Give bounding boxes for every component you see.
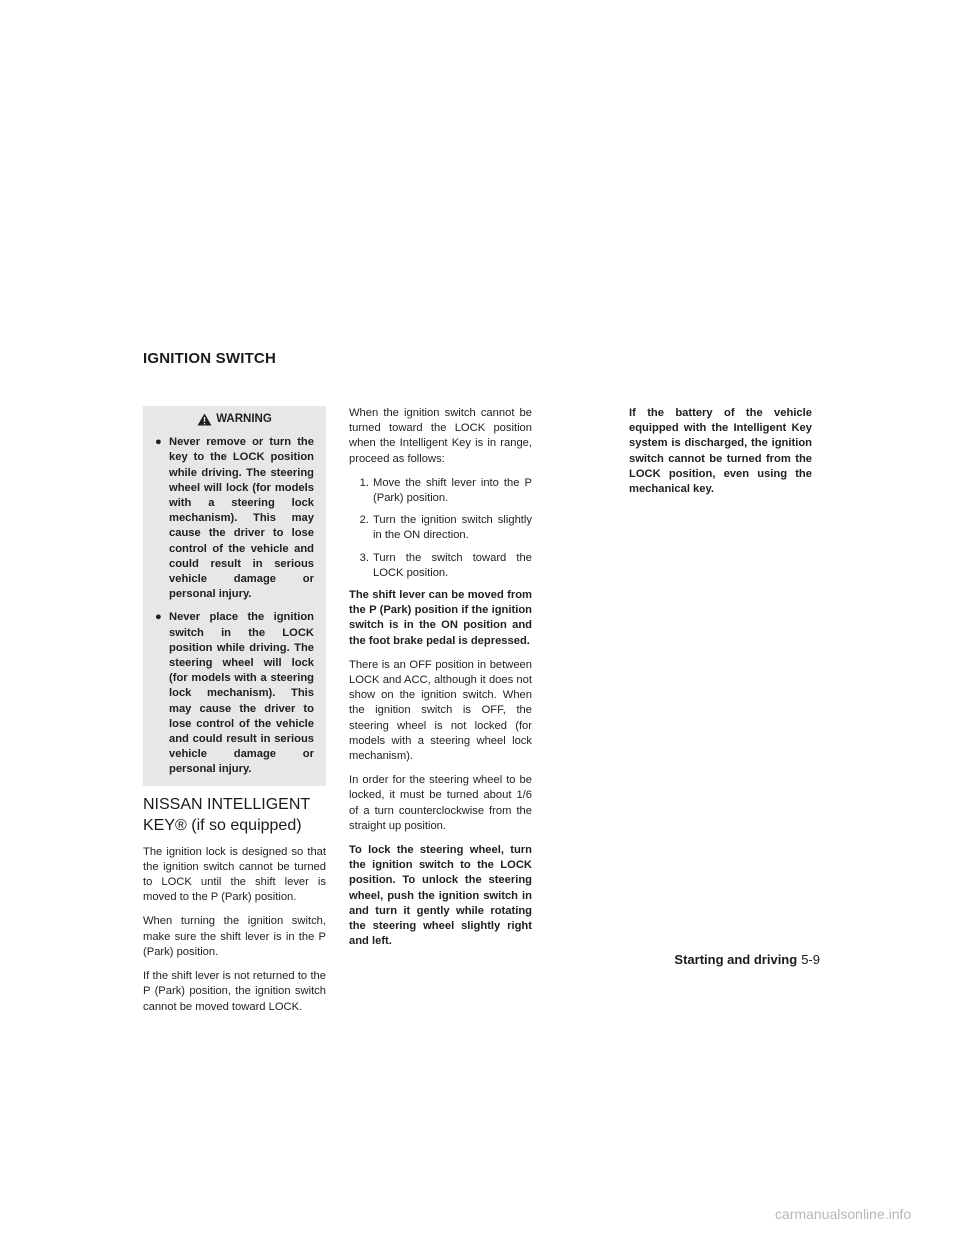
watermark-text: carmanualsonline.info bbox=[775, 1206, 912, 1222]
footer-section-name: Starting and driving bbox=[674, 952, 798, 967]
warning-header bbox=[155, 410, 314, 435]
page-number: 5-9 bbox=[801, 952, 820, 967]
warning-label: WARNING bbox=[216, 413, 272, 425]
step-number: 3. bbox=[359, 551, 369, 564]
step-text: Turn the switch toward the LOCK position. bbox=[373, 551, 532, 579]
warning-item bbox=[155, 610, 314, 777]
paragraph: The ignition lock is designed so that the ignition switch cannot be turned to LOCK until the shift lever is moved to the P (Park) position. bbox=[143, 845, 326, 904]
list-item bbox=[349, 476, 532, 506]
warning-box bbox=[143, 406, 326, 786]
subheading-intelligent-key: NISSAN INTELLIGENT KEY® (if so equipped) bbox=[143, 795, 310, 834]
list-item bbox=[349, 551, 532, 581]
column-middle bbox=[349, 406, 532, 959]
column-left bbox=[143, 406, 326, 1024]
bold-note-lock-steering: To lock the steering wheel, turn the ignition switch to the LOCK position. To unlock the steering wheel, push the ignition switch in and turn it gently while rotating the steering wheel slightly right and left. bbox=[349, 844, 532, 948]
bullet-icon: ● bbox=[155, 611, 162, 624]
paragraph-off-position: There is an OFF position in between LOCK and ACC, although it does not show on the ignition switch. When the ignition switch is OFF, the steering wheel is not locked (for models with a steering wheel lock mechanism). bbox=[349, 658, 532, 763]
list-item bbox=[349, 513, 532, 543]
paragraph: When turning the ignition switch, make sure the shift lever is in the P (Park) position. bbox=[143, 915, 326, 958]
step-text: Turn the ignition switch slightly in the ON direction. bbox=[373, 514, 532, 542]
paragraph-lock-turn: In order for the steering wheel to be locked, it must be turned about 1/6 of a turn counterclockwise from the straight up position. bbox=[349, 774, 532, 832]
paragraph-intro: When the ignition switch cannot be turned toward the LOCK position when the Intelligent Key is in range, proceed as follows: bbox=[349, 407, 532, 465]
step-text: Move the shift lever into the P (Park) position. bbox=[373, 476, 532, 505]
section-title: IGNITION SWITCH bbox=[143, 350, 276, 367]
step-number: 2. bbox=[359, 514, 369, 527]
bold-note-battery: If the battery of the vehicle equipped with the Intelligent Key system is discharged, the ignition switch cannot be turned from the LOCK position, even using the mechanical key. bbox=[629, 407, 812, 496]
warning-triangle-icon bbox=[197, 413, 212, 426]
step-number: 1. bbox=[359, 476, 369, 489]
column-right bbox=[629, 406, 812, 506]
bullet-icon: ● bbox=[155, 436, 162, 449]
warning-item-text: Never remove or turn the key to the LOCK position while driving. The steering wheel will lock (for models with a steering lock mechanism). This may cause the driver to lose control of the vehicle and could result in serious vehicle damage or personal injury. bbox=[169, 436, 314, 601]
steps-list bbox=[349, 476, 532, 581]
page-footer bbox=[674, 952, 820, 967]
warning-item bbox=[155, 435, 314, 602]
warning-item-text: Never place the ignition switch in the LOCK position while driving. The steering wheel will lock (for models with a steering lock mechanism). This may cause the driver to lose control of the vehicle and could result in serious vehicle damage or personal injury. bbox=[169, 611, 314, 776]
paragraph: If the shift lever is not returned to the P (Park) position, the ignition switch cannot be moved toward LOCK. bbox=[143, 970, 326, 1013]
bold-note-shift-lever: The shift lever can be moved from the P (Park) position if the ignition switch is in the ON position and the foot brake pedal is depressed. bbox=[349, 589, 532, 647]
